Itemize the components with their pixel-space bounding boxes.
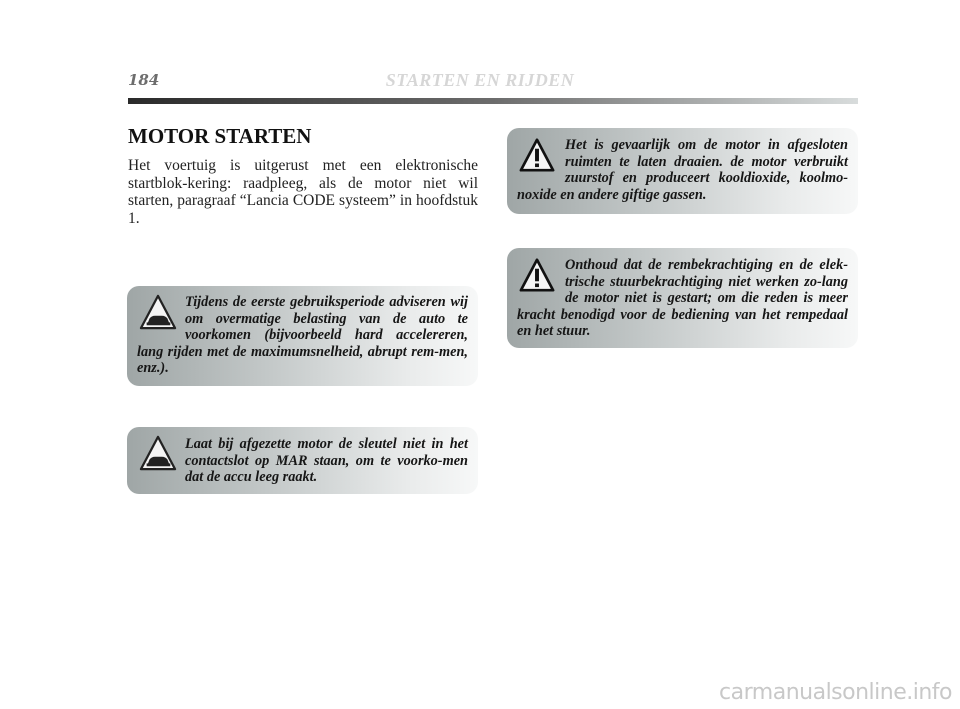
- intro-text: Het voertuig is uitgerust met een elektronische startblok-kering: raadpleeg, als de motor niet wil starten, paragraaf “Lancia CODE systeem” in hoofdstuk 1.: [128, 157, 478, 227]
- note-battery: [127, 427, 478, 494]
- note-brake-assist-text: Onthoud dat de rembekrachtiging en de elek-trische stuurbekrachtiging niet werken zo-lang de motor niet is gestart; om die reden is meer kracht benodigd voor de bediening van het rempedaal en het stuur.: [517, 257, 848, 340]
- watermark: carmanualsonline.info: [719, 680, 952, 705]
- running-head: STARTEN EN RIJDEN: [385, 70, 575, 90]
- section-title: MOTOR STARTEN: [128, 124, 312, 148]
- page-number: 184: [128, 71, 160, 89]
- note-engine-care-text: Tijdens de eerste gebruiksperiode adviseren wij om overmatige belasting van de auto te voorkomen (bijvoorbeeld hard accelereren, lang rijden met de maximumsnelheid, abrupt rem-men, enz.).: [137, 294, 468, 377]
- note-brake-assist: [507, 248, 858, 348]
- note-exhaust-gas-text: Het is gevaarlijk om de motor in afgesloten ruimten te laten draaien. de motor verbruikt zuurstof en produceert kooldioxide, koolmo-noxide en andere giftige gassen.: [517, 137, 848, 203]
- note-battery-text: Laat bij afgezette motor de sleutel niet in het contactslot op MAR staan, om te voorko-men dat de accu leeg raakt.: [185, 436, 468, 486]
- note-exhaust-gas: [507, 128, 858, 214]
- header-rule: [128, 98, 858, 104]
- note-engine-care: [127, 286, 478, 386]
